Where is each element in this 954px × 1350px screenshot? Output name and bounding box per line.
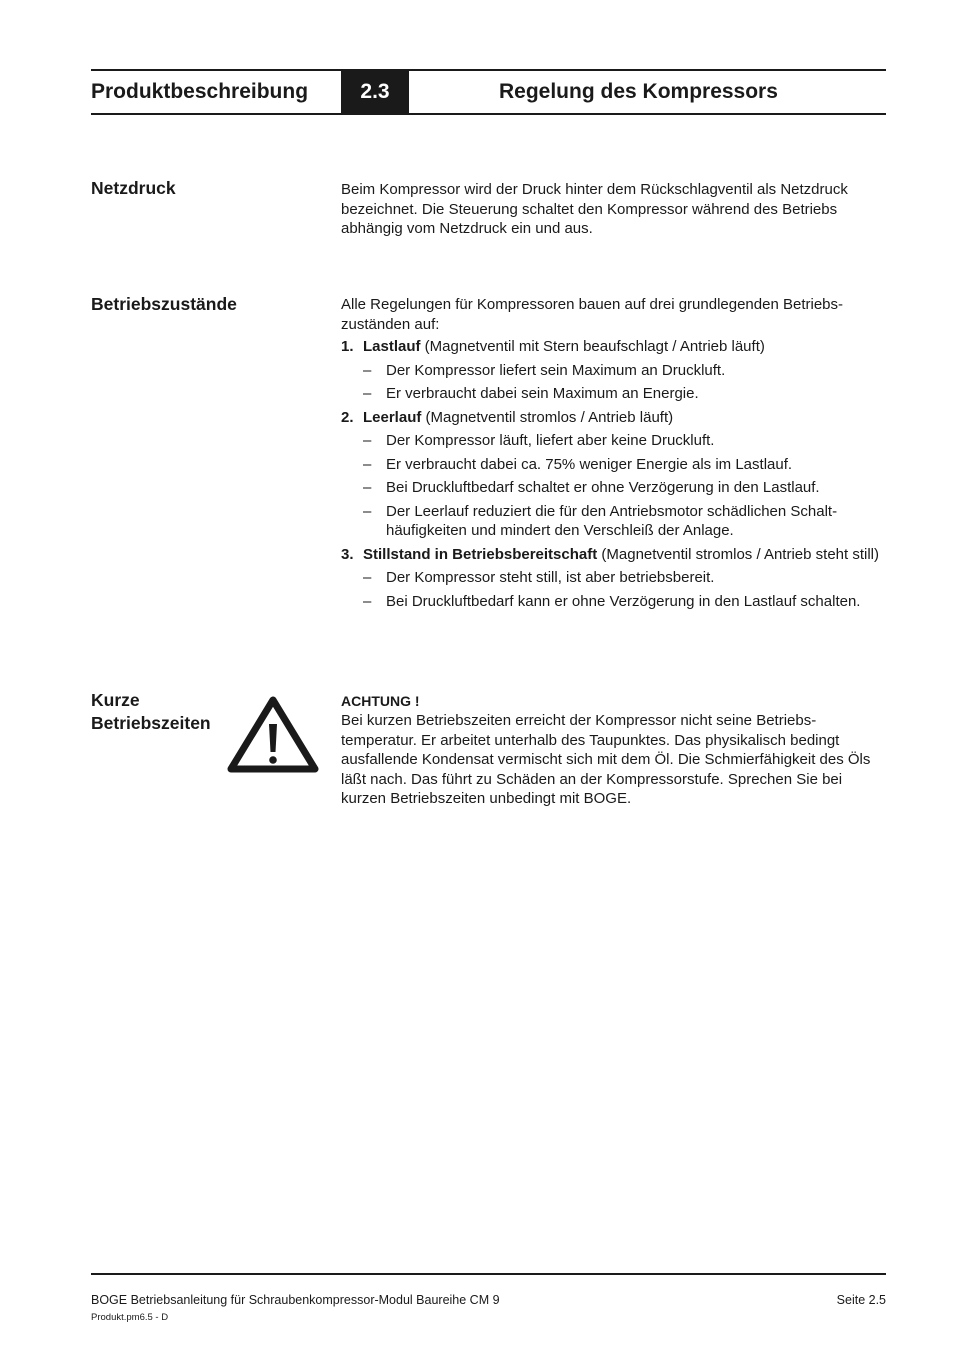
kurze-betriebszeiten-heading <box>91 689 211 735</box>
state-detail: (Magnetventil mit Stern beaufschlagt / Antrieb läuft) <box>420 338 765 355</box>
state-name: Stillstand in Betriebsbereitschaft <box>363 545 598 563</box>
state-number: 2. <box>341 408 354 426</box>
state-item <box>341 408 889 541</box>
state-point: – Der Kompressor läuft, liefert aber keine Druckluft. <box>363 432 715 449</box>
warning-triangle-icon <box>227 694 319 774</box>
warning-text: Bei kurzen Betriebszeiten erreicht der Kompressor nicht seine Betriebs-temperatur. Er arbeitet unterhalb des Taupunktes. Das physikalisch bedingt ausfallende Kondensat vermischt sich mit dem Öl. Die Schmierfähigkeit des Öls läßt nach. Das führt zu Schäden an der Kompressorstufe. Sprechen Sie bei kurzen Betriebszeiten unbedingt mit BOGE. <box>341 712 871 807</box>
state-point: – Er verbraucht dabei ca. 75% weniger Energie als im Lastlauf. <box>363 455 793 473</box>
footer-page-number: Seite 2.5 <box>836 1293 886 1307</box>
heading-line: Betriebszeiten <box>91 713 211 733</box>
state-detail: (Magnetventil stromlos / Antrieb läuft) <box>421 408 674 426</box>
heading-line: Kurze <box>91 690 140 710</box>
footer-manual-title: BOGE Betriebsanleitung für Schraubenkompressor-Modul Baureihe CM 9 <box>91 1293 500 1307</box>
warning-title: ACHTUNG ! <box>341 693 420 709</box>
warning-block <box>341 692 889 809</box>
chapter-title: Produktbeschreibung <box>91 80 309 103</box>
section-number: 2.3 <box>341 71 409 113</box>
footer-rule <box>91 1273 886 1275</box>
state-item <box>341 337 889 404</box>
netzdruck-body <box>341 180 889 239</box>
betriebszustaende-body <box>341 295 889 615</box>
state-name: Lastlauf <box>363 338 421 355</box>
state-name: Leerlauf <box>363 408 422 426</box>
state-item <box>341 545 889 612</box>
state-point: – Der Leerlauf reduziert die für den Antriebsmotor schädlichen Schalt-häufigkeiten und mindert den Verschleiß der Anlage. <box>363 502 838 539</box>
state-number: 1. <box>341 338 354 355</box>
page-header <box>91 69 886 115</box>
betriebszustaende-intro: Alle Regelungen für Kompressoren bauen auf drei grundlegenden Betriebs-zuständen auf: <box>341 296 843 333</box>
footer-file-id: Produkt.pm6.5 - D <box>91 1312 169 1323</box>
state-point: – Bei Druckluftbedarf kann er ohne Verzögerung in den Lastlauf schalten. <box>363 592 861 610</box>
state-number: 3. <box>341 545 354 563</box>
betriebszustaende-heading: Betriebszustände <box>91 294 237 314</box>
state-point: – Der Kompressor steht still, ist aber betriebsbereit. <box>363 569 715 586</box>
state-point: – Bei Druckluftbedarf schaltet er ohne Verzögerung in den Lastlauf. <box>363 479 820 496</box>
state-detail: (Magnetventil stromlos / Antrieb steht still) <box>597 545 880 563</box>
state-list <box>341 337 889 611</box>
netzdruck-heading: Netzdruck <box>91 178 176 198</box>
section-title: Regelung des Kompressors <box>499 80 778 103</box>
state-point: – Er verbraucht dabei sein Maximum an Energie. <box>363 385 699 402</box>
netzdruck-text: Beim Kompressor wird der Druck hinter dem Rückschlagventil als Netzdruck bezeichnet. Die Steuerung schaltet den Kompressor während des Betriebs abhängig vom Netzdruck ein und aus. <box>341 181 848 237</box>
state-point: – Der Kompressor liefert sein Maximum an Druckluft. <box>363 361 726 379</box>
